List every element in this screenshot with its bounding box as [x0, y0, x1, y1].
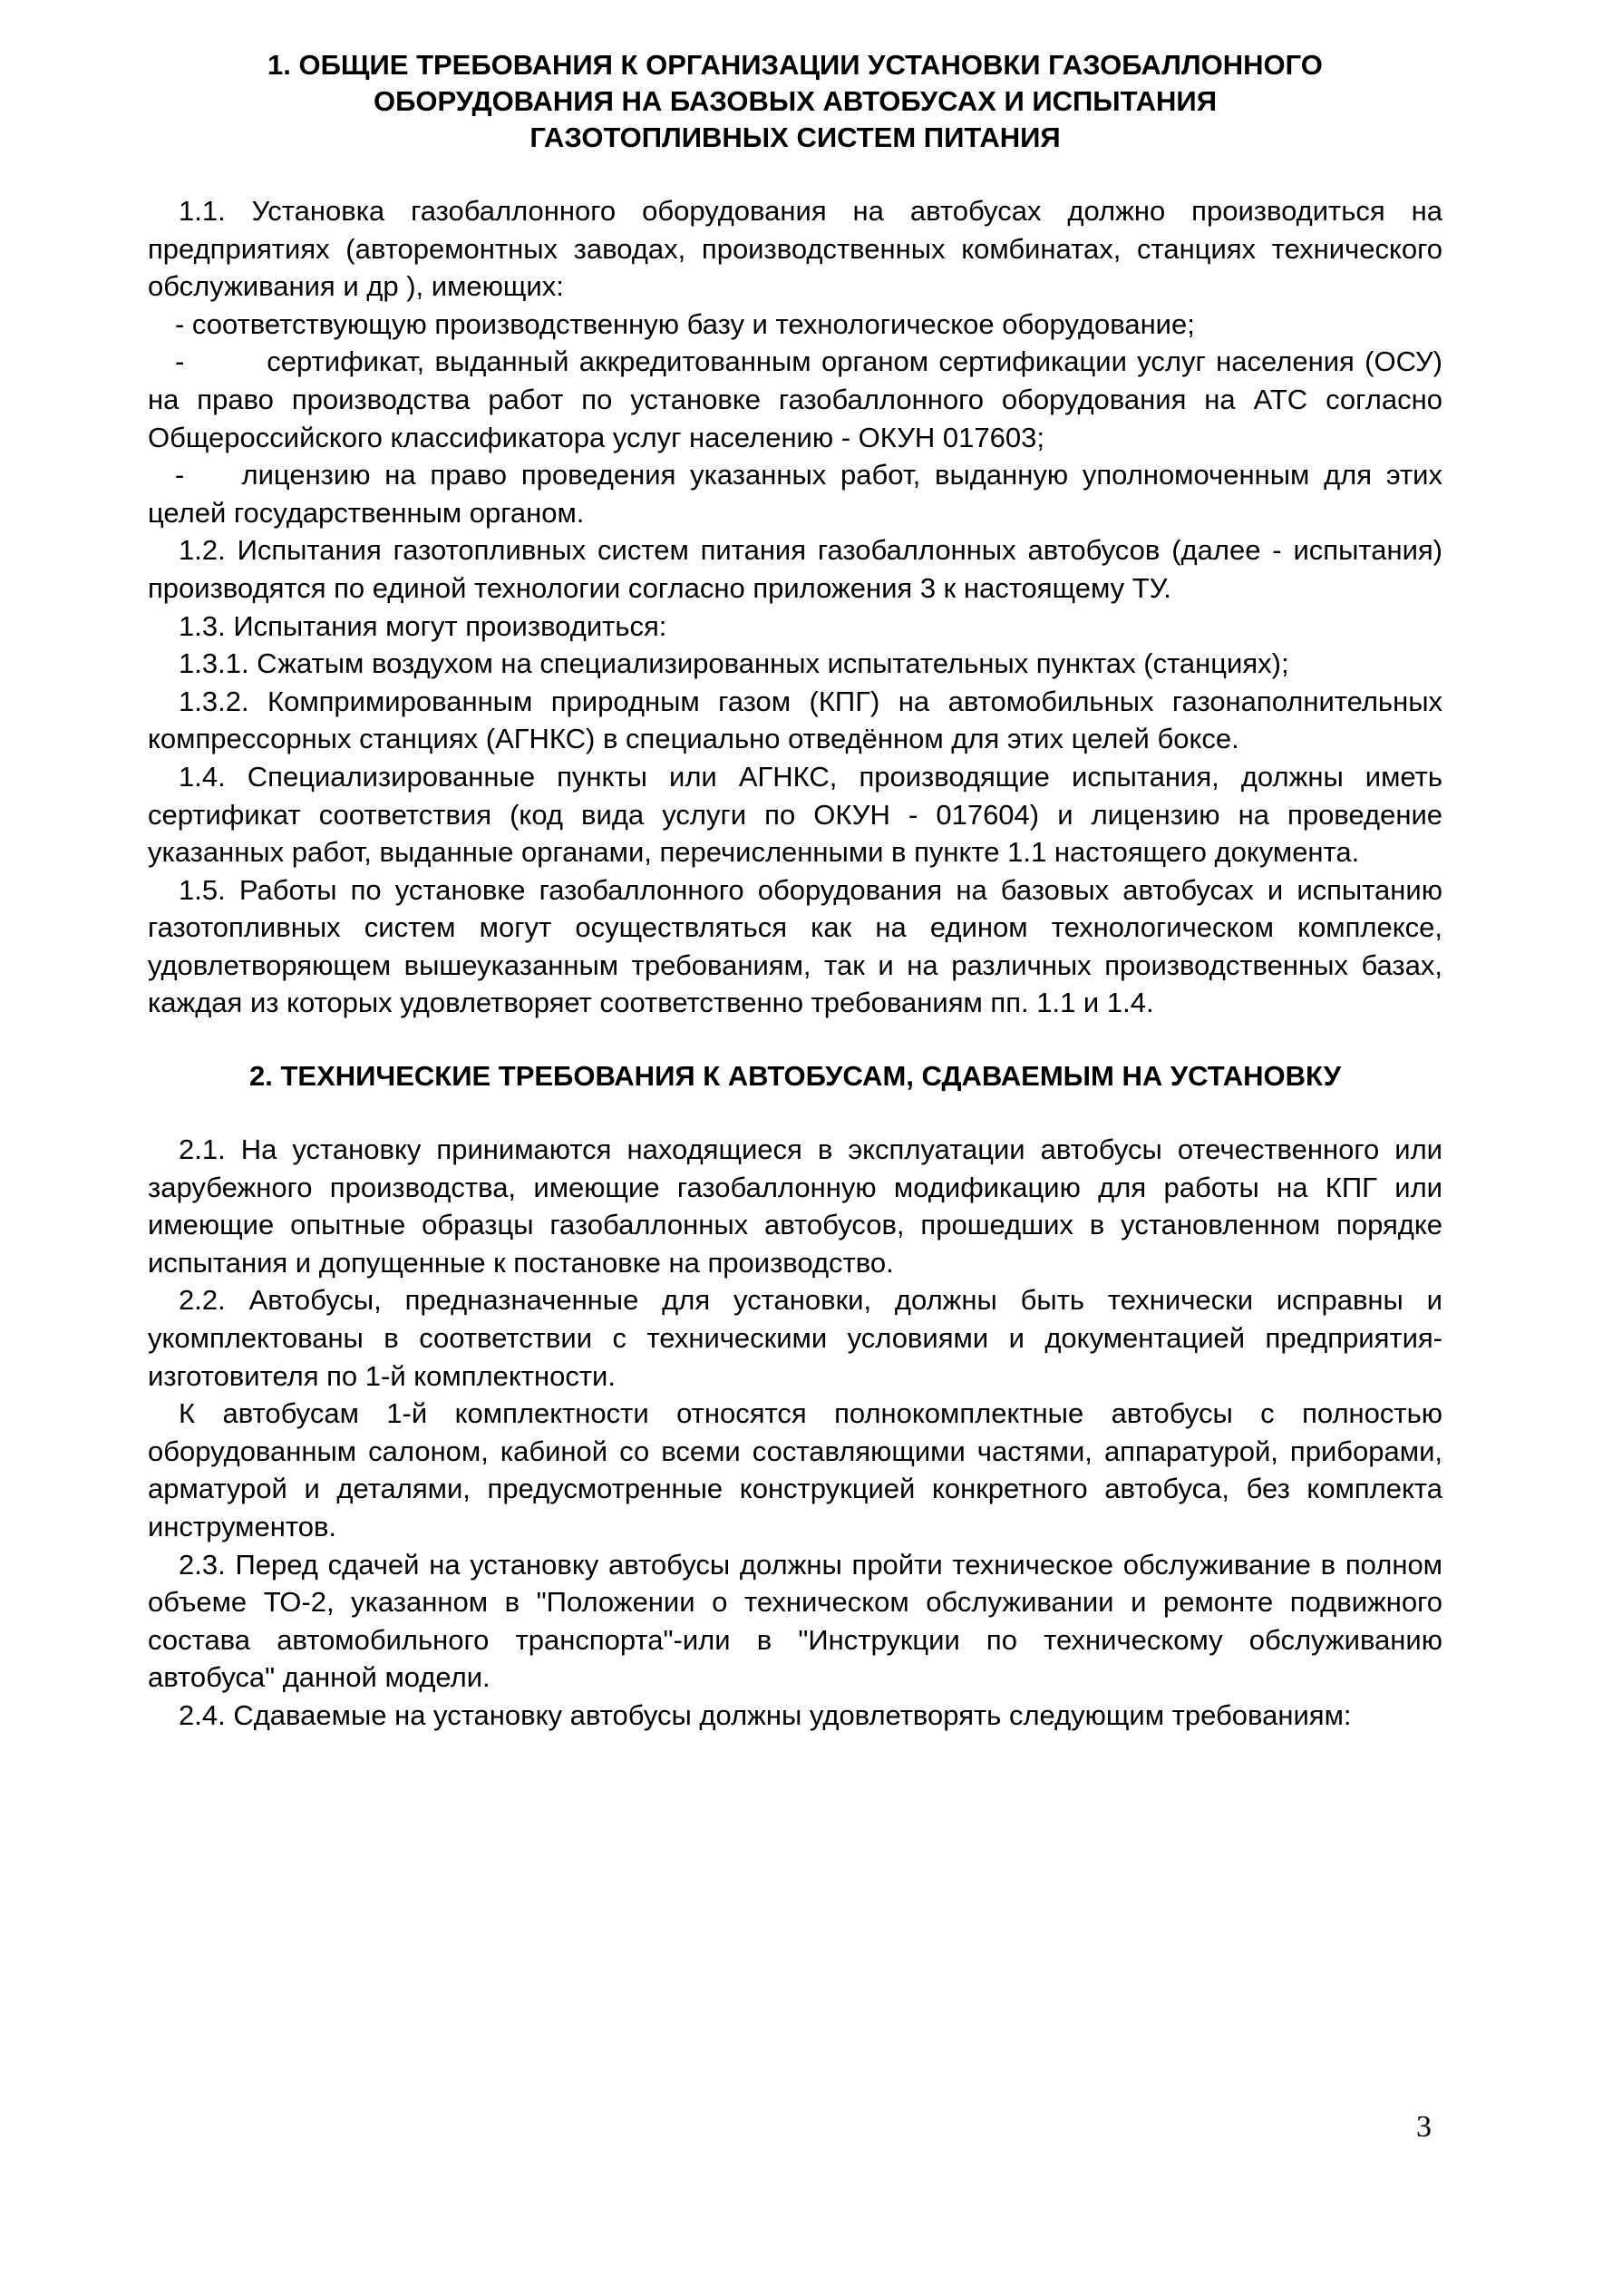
section-1-title-line: ГАЗОТОПЛИВНЫХ СИСТЕМ ПИТАНИЯ	[529, 122, 1061, 153]
paragraph-1-3: 1.3. Испытания могут производиться:	[179, 609, 667, 642]
paragraph-2-1: 2.1. На установку принимаются находящиеся в эксплуатации автобусы отечественного или зарубежного производства, имеющие газобаллонную модификацию для работы на КПГ или имеющие опытные образцы газобаллонных автобусов, прошедших в установленном порядке испытания и допущенные к постановке на производство.	[148, 1133, 1442, 1279]
paragraph-1-2: 1.2. Испытания газотопливных систем питания газобаллонных автобусов (далее - испытания) производятся по единой технологии согласно приложения 3 к настоящему ТУ.	[148, 534, 1442, 604]
paragraph-1-3-1: 1.3.1. Сжатым воздухом на специализированных испытательных пунктах (станциях);	[179, 647, 1289, 680]
list-item-base: - соответствующую производственную базу и технологическое оборудование;	[175, 307, 1195, 340]
section-1-title-line: ОБОРУДОВАНИЯ НА БАЗОВЫХ АВТОБУСАХ И ИСПЫТАНИЯ	[374, 85, 1217, 117]
list-item-license: - лицензию на право проведения указанных работ, выданную уполномоченным для этих целей государственным органом.	[148, 459, 1451, 529]
document-page	[148, 47, 1451, 1735]
list-item-certificate: - сертификат, выданный аккредитованным органом сертификации услуг населения (ОСУ) на право производства работ по установке газобаллонного оборудования на АТС согласно Общероссийского классификатора услуг населению - ОКУН 017603;	[148, 345, 1451, 453]
paragraph-1-1: 1.1. Установка газобаллонного оборудования на автобусах должно производиться на предприятиях (авторемонтных заводах, производственных комбинатах, станциях технического обслуживания и др ), имеющих:	[148, 195, 1442, 303]
section-1-title	[148, 47, 1442, 156]
paragraph-1-5: 1.5. Работы по установке газобаллонного оборудования на базовых автобусах и испытанию газотопливных систем могут осуществляться как на едином технологическом комплексе, удовлетворяющем вышеуказанным требованиям, так и на различных производственных базах, каждая из которых удовлетворяет соответственно требованиям пп. 1.1 и 1.4.	[148, 873, 1442, 1019]
section-2-title: 2. ТЕХНИЧЕСКИЕ ТРЕБОВАНИЯ К АВТОБУСАМ, СДАВАЕМЫМ НА УСТАНОВКУ	[249, 1060, 1341, 1093]
paragraph-1-4: 1.4. Специализированные пункты или АГНКС, производящие испытания, должны иметь сертификат соответствия (код вида услуги по ОКУН - 017604) и лицензию на проведение указанных работ, выданные органами, перечисленными в пункте 1.1 настоящего документа.	[148, 760, 1442, 869]
paragraph-1-3-2: 1.3.2. Компримированным природным газом (КПГ) на автомобильных газонаполнительных компрессорных станциях (АГНКС) в специально отведённом для этих целей боксе.	[148, 685, 1442, 755]
page-number: 3	[1416, 2110, 1432, 2144]
paragraph-2-2-note: К автобусам 1-й комплектности относятся полнокомплектные автобусы с полностью оборудованным салоном, кабиной со всеми составляющими частями, аппаратурой, приборами, арматурой и деталями, предусмотренные конструкцией конкретного автобуса, без комплекта инструментов.	[148, 1397, 1442, 1542]
paragraph-2-4: 2.4. Сдаваемые на установку автобусы должны удовлетворять следующим требованиям:	[179, 1698, 1352, 1731]
section-1-title-line: 1. ОБЩИЕ ТРЕБОВАНИЯ К ОРГАНИЗАЦИИ УСТАНОВКИ ГАЗОБАЛЛОННОГО	[267, 49, 1323, 81]
paragraph-2-3: 2.3. Перед сдачей на установку автобусы должны пройти техническое обслуживание в полном объеме ТО-2, указанном в "Положении о техническом обслуживании и ремонте подвижного состава автомобильного транспорта"-или в "Инструкции по техническому обслуживанию автобуса" данной модели.	[148, 1548, 1442, 1694]
paragraph-2-2: 2.2. Автобусы, предназначенные для установки, должны быть технически исправны и укомплектованы в соответствии с техническими условиями и документацией предприятия-изготовителя по 1-й комплектности.	[148, 1284, 1442, 1392]
